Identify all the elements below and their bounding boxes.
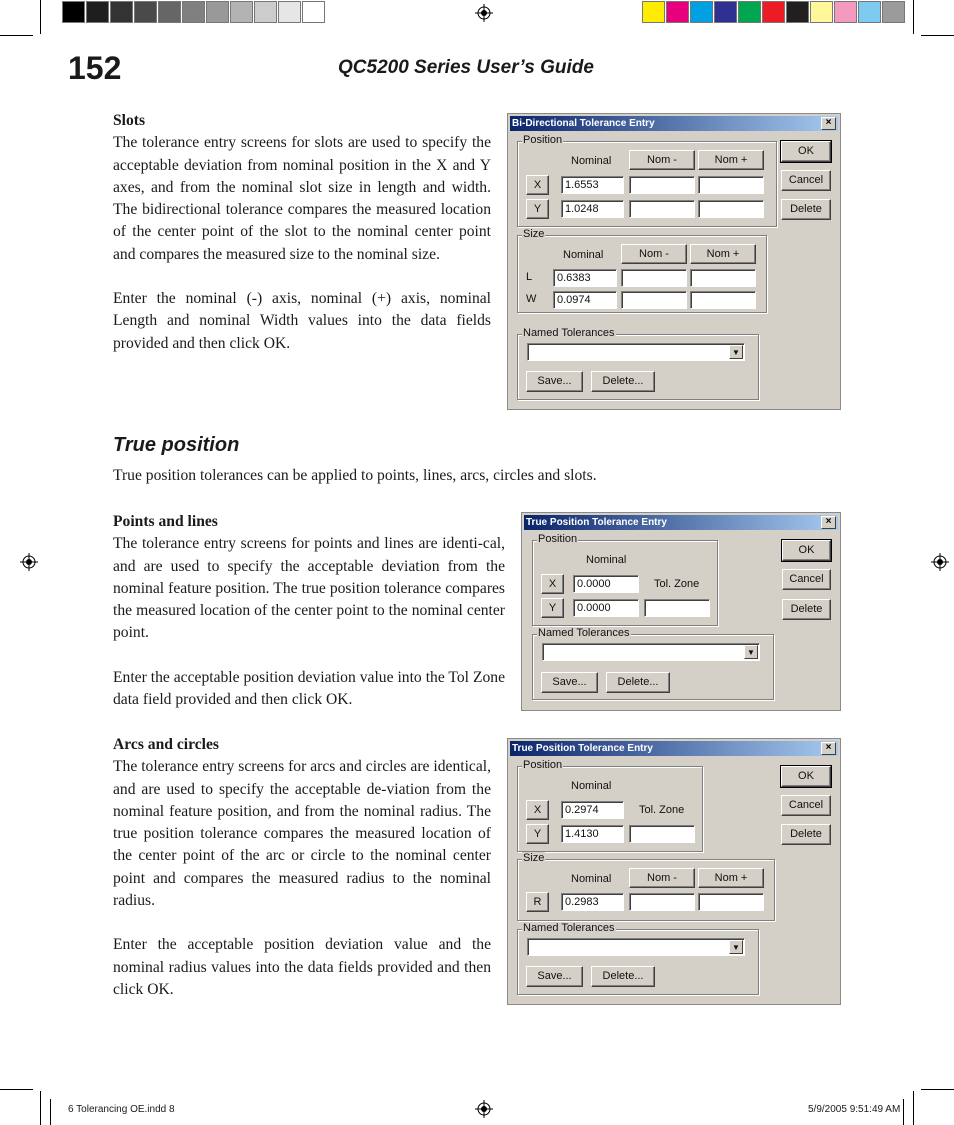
y-nominal-field[interactable]: 1.4130: [561, 825, 624, 843]
size-group-label: Size: [523, 228, 545, 240]
footer-timestamp: 5/9/2005 9:51:49 AM: [808, 1104, 901, 1115]
running-head: QC5200 Series User’s Guide: [338, 57, 594, 78]
color-swatch: [738, 1, 761, 23]
color-swatch: [158, 1, 181, 23]
crop-mark: [913, 0, 914, 34]
color-swatch: [86, 1, 109, 23]
delete-named-tolerance-button[interactable]: Delete...: [591, 966, 655, 987]
color-swatch: [786, 1, 809, 23]
crop-mark: [40, 0, 41, 34]
page-number: 152: [68, 50, 122, 86]
nominal-column-label: Nominal: [586, 554, 627, 566]
y-nom-minus-field[interactable]: [629, 200, 695, 218]
nominal-column-label: Nominal: [563, 249, 604, 261]
x-nominal-field[interactable]: 1.6553: [561, 176, 624, 194]
color-swatch: [666, 1, 689, 23]
points-lines-paragraph-2: Enter the acceptable position deviation value into the Tol Zone data field provided and then click OK.: [113, 668, 505, 709]
y-nom-plus-field[interactable]: [698, 200, 764, 218]
chevron-down-icon[interactable]: ▼: [744, 645, 758, 659]
color-swatch: [302, 1, 325, 23]
close-icon[interactable]: ×: [821, 516, 836, 529]
nom-plus-header-button[interactable]: Nom +: [690, 244, 756, 264]
width-nominal-field[interactable]: 0.0974: [553, 291, 617, 309]
dialog-title-bar: [524, 515, 838, 530]
close-icon[interactable]: ×: [821, 117, 836, 130]
width-label: W: [526, 293, 537, 305]
x-axis-button[interactable]: X: [526, 175, 549, 195]
position-group: [517, 759, 703, 852]
size-group: [517, 228, 767, 313]
color-swatch: [834, 1, 857, 23]
radius-nom-plus-field[interactable]: [698, 893, 764, 911]
named-tolerances-label: Named Tolerances: [523, 327, 615, 339]
crop-mark: [0, 35, 33, 36]
true-position-arcs-dialog: [507, 738, 841, 1005]
crop-mark: [903, 1099, 904, 1125]
crop-mark: [40, 1091, 41, 1125]
nominal-column-label: Nominal: [571, 873, 612, 885]
crop-mark: [913, 1091, 914, 1125]
radius-nominal-field[interactable]: 0.2983: [561, 893, 624, 911]
registration-mark-icon: [475, 4, 493, 22]
footer-file-slug: 6 Tolerancing OE.indd 8: [68, 1104, 175, 1115]
length-label: L: [526, 271, 533, 283]
nom-minus-header-button[interactable]: Nom -: [621, 244, 687, 264]
length-nominal-field[interactable]: 0.6383: [553, 269, 617, 287]
color-swatch: [230, 1, 253, 23]
dialog-title: Bi-Directional Tolerance Entry: [512, 118, 655, 129]
radius-nom-minus-field[interactable]: [629, 893, 695, 911]
x-nominal-field[interactable]: 0.2974: [561, 801, 624, 819]
points-lines-heading: Points and lines: [113, 513, 218, 530]
x-axis-button[interactable]: X: [541, 574, 564, 594]
crop-mark: [50, 1099, 51, 1125]
color-swatch: [254, 1, 277, 23]
radius-button[interactable]: R: [526, 892, 549, 912]
color-swatch: [182, 1, 205, 23]
save-named-tolerance-button[interactable]: Save...: [526, 371, 583, 392]
dialog-title: True Position Tolerance Entry: [512, 743, 653, 754]
named-tolerances-group: [517, 922, 759, 995]
slots-paragraph-2: Enter the nominal (-) axis, nominal (+) axis, nominal Length and nominal Width values into the data fields provided and then click OK.: [113, 290, 491, 352]
color-swatch: [810, 1, 833, 23]
arcs-circles-heading: Arcs and circles: [113, 736, 219, 753]
slots-section: [113, 110, 491, 355]
y-axis-button[interactable]: Y: [541, 598, 564, 618]
points-lines-paragraph-1: The tolerance entry screens for points and lines are identi-cal, and are used to specify the acceptable deviation from the nominal feature position. The true position tolerance compares the measured location of the center point to the nominal center point.: [113, 535, 505, 642]
dialog-title-bar: [510, 116, 838, 131]
position-group-label: Position: [538, 533, 578, 545]
cancel-button[interactable]: Cancel: [781, 170, 831, 191]
registration-mark-icon: [20, 553, 38, 571]
chevron-down-icon[interactable]: ▼: [729, 345, 743, 359]
color-swatch: [642, 1, 665, 23]
named-tolerances-dropdown[interactable]: [527, 343, 745, 361]
x-axis-button[interactable]: X: [526, 800, 549, 820]
delete-button[interactable]: Delete: [782, 599, 831, 620]
position-group-label: Position: [523, 134, 563, 146]
named-tolerances-group: [532, 627, 774, 700]
chevron-down-icon[interactable]: ▼: [729, 940, 743, 954]
y-nominal-field[interactable]: 1.0248: [561, 200, 624, 218]
crop-mark: [921, 1089, 954, 1090]
named-tolerances-dropdown[interactable]: [542, 643, 760, 661]
crop-mark: [921, 35, 954, 36]
ok-button[interactable]: OK: [782, 540, 831, 561]
color-swatch: [858, 1, 881, 23]
color-swatch: [110, 1, 133, 23]
bi-directional-tolerance-dialog: [507, 113, 841, 410]
length-nom-minus-field[interactable]: [621, 269, 687, 287]
delete-named-tolerance-button[interactable]: Delete...: [606, 672, 670, 693]
slots-paragraph-1: The tolerance entry screens for slots are used to specify the acceptable deviation from nominal position in the X and Y axes, and from the nominal slot size in length and width. The bidirectional tolerance compares the measured location of the center point of the slot to the nominal center point and compares the measured size to the nominal size.: [113, 134, 491, 263]
save-named-tolerance-button[interactable]: Save...: [541, 672, 598, 693]
save-named-tolerance-button[interactable]: Save...: [526, 966, 583, 987]
color-swatch: [206, 1, 229, 23]
tol-zone-field[interactable]: [629, 825, 695, 843]
x-nominal-field[interactable]: 0.0000: [573, 575, 639, 593]
dialog-title: True Position Tolerance Entry: [526, 517, 667, 528]
tol-zone-field[interactable]: [644, 599, 710, 617]
points-lines-section: [113, 511, 505, 711]
color-swatch: [882, 1, 905, 23]
cancel-button[interactable]: Cancel: [782, 569, 831, 590]
position-group: [532, 533, 718, 626]
dialog-title-bar: [510, 741, 838, 756]
true-position-points-dialog: [521, 512, 841, 711]
nominal-column-label: Nominal: [571, 780, 612, 792]
delete-button[interactable]: Delete: [781, 824, 831, 845]
y-nominal-field[interactable]: 0.0000: [573, 599, 639, 617]
position-group-label: Position: [523, 759, 563, 771]
size-group: [517, 852, 775, 921]
slots-heading: Slots: [113, 112, 146, 129]
width-nom-plus-field[interactable]: [690, 291, 756, 309]
arcs-circles-paragraph-1: The tolerance entry screens for arcs and circles are identical, and are used to specify the acceptable de-viation from the nominal feature position, and from the nominal radius. The true position tolerance compares the measured location of the center point of the arc or circle to the nominal center point and compares the measured radius to the nominal radius.: [113, 758, 491, 910]
x-nom-minus-field[interactable]: [629, 176, 695, 194]
y-axis-button[interactable]: Y: [526, 824, 549, 844]
ok-button[interactable]: OK: [781, 766, 831, 787]
tol-zone-label: Tol. Zone: [654, 578, 700, 590]
arcs-circles-section: [113, 734, 491, 1001]
cancel-button[interactable]: Cancel: [781, 795, 831, 816]
tol-zone-label: Tol. Zone: [639, 804, 685, 816]
size-group-label: Size: [523, 852, 545, 864]
delete-button[interactable]: Delete: [781, 199, 831, 220]
width-nom-minus-field[interactable]: [621, 291, 687, 309]
color-swatch: [278, 1, 301, 23]
crop-mark: [0, 1089, 33, 1090]
ok-button[interactable]: OK: [781, 141, 831, 162]
nom-minus-header-button[interactable]: Nom -: [629, 150, 695, 170]
position-group: [517, 134, 777, 227]
nom-plus-header-button[interactable]: Nom +: [698, 150, 764, 170]
x-nom-plus-field[interactable]: [698, 176, 764, 194]
color-swatch: [62, 1, 85, 23]
color-swatch: [714, 1, 737, 23]
named-tolerances-label: Named Tolerances: [538, 627, 630, 639]
true-position-heading: True position: [113, 434, 240, 456]
color-swatch: [690, 1, 713, 23]
nom-minus-header-button[interactable]: Nom -: [629, 868, 695, 888]
color-swatch: [762, 1, 785, 23]
true-position-intro: True position tolerances can be applied to points, lines, arcs, circles and slots.: [113, 467, 597, 484]
y-axis-button[interactable]: Y: [526, 199, 549, 219]
length-nom-plus-field[interactable]: [690, 269, 756, 287]
named-tolerances-group: [517, 327, 759, 400]
color-swatch: [134, 1, 157, 23]
named-tolerances-dropdown[interactable]: [527, 938, 745, 956]
delete-named-tolerance-button[interactable]: Delete...: [591, 371, 655, 392]
close-icon[interactable]: ×: [821, 742, 836, 755]
named-tolerances-label: Named Tolerances: [523, 922, 615, 934]
nom-plus-header-button[interactable]: Nom +: [698, 868, 764, 888]
registration-mark-icon: [931, 553, 949, 571]
registration-mark-icon: [475, 1100, 493, 1118]
arcs-circles-paragraph-2: Enter the acceptable position deviation value and the nominal radius values into the data fields provided and then click OK.: [113, 936, 491, 998]
nominal-column-label: Nominal: [571, 155, 612, 167]
